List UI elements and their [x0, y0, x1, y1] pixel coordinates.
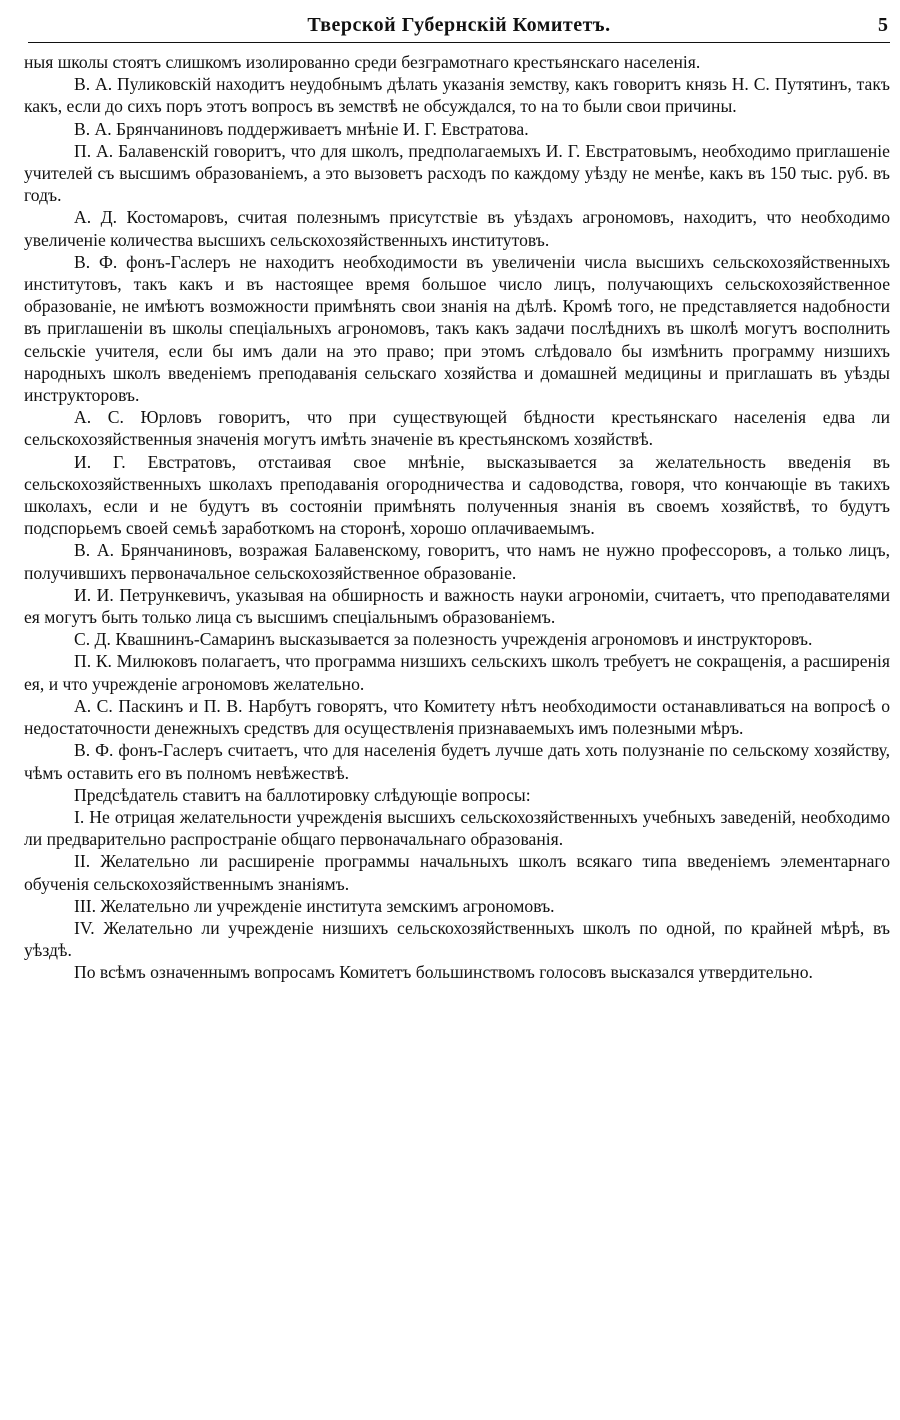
- paragraph: В. А. Брянчаниновъ поддерживаетъ мнѣніе И. Г. Евстратова.: [74, 118, 529, 139]
- ballot-question: III. Желательно ли учрежденіе института земскимъ агрономовъ.: [74, 895, 555, 916]
- paragraph-conclusion: По всѣмъ означеннымъ вопросамъ Комитетъ большинствомъ голосовъ высказался утвердительно.: [74, 962, 813, 983]
- paragraph: В. А. Пуликовскій находитъ неудобнымъ дѣлать указанія земству, какъ говоритъ князь Н. С. Путятинъ, такъ какъ, если до сихъ поръ этотъ вопросъ въ земствѣ не обсуждался, то на то были свои причины.: [24, 74, 890, 117]
- ballot-question: I. Не отрицая желательности учрежденія высшихъ сельскохозяйственныхъ учебныхъ заведеній, необходимо ли предварительно распространіе общаго первоначальнаго образованія.: [24, 806, 890, 850]
- paragraph: И. Г. Евстратовъ, отстаивая свое мнѣніе, высказывается за желательность введенія въ сельскохозяйственныхъ школахъ преподаванія огородничества и садоводства, говоря, что кончающіе въ такихъ школахъ, если и не будутъ въ состояніи примѣнять полученныя знанія въ своемъ хозяйствѣ, то будутъ подспорьемъ своей семьѣ заработкомъ на сторонѣ, хорошо оплачиваемымъ.: [24, 451, 890, 539]
- paragraph: В. А. Брянчаниновъ, возражая Балавенскому, говоритъ, что намъ не нужно профессоровъ, а только лицъ, получившихъ первоначальное сельскохозяйственное образованіе.: [24, 540, 890, 583]
- paragraph: А. С. Паскинъ и П. В. Нарбутъ говорятъ, что Комитету нѣтъ необходимости останавливаться на вопросѣ о недостаточности денежныхъ средствъ для осуществленія признаваемыхъ имъ полезными мѣръ.: [24, 695, 890, 739]
- paragraph: П. А. Балавенскій говоритъ, что для школъ, предполагаемыхъ И. Г. Евстратовымъ, необходимо приглашеніе учителей съ высшимъ образованіемъ, а это вызоветъ расходъ по каждому уѣзду не менѣе, какъ въ 150 тыс. руб. въ годъ.: [24, 140, 890, 206]
- paragraph: П. К. Милюковъ полагаетъ, что программа низшихъ сельскихъ школъ требуетъ не сокращенія, а расширенія ея, и что учрежденіе агрономовъ желательно.: [24, 651, 890, 694]
- document-page: [24, 8, 890, 984]
- paragraph: А. Д. Костомаровъ, считая полезнымъ присутствіе въ уѣздахъ агрономовъ, находитъ, что необходимо увеличеніе количества высшихъ сельскохозяйственныхъ институтовъ.: [24, 207, 890, 250]
- paragraph: В. Ф. фонъ-Гаслеръ считаетъ, что для населенія будетъ лучше дать хоть полузнаніе по сельскому хозяйству, чѣмъ оставить его въ полномъ невѣжествѣ.: [24, 740, 890, 783]
- ballot-question: IV. Желательно ли учрежденіе низшихъ сельскохозяйственныхъ школъ по одной, по крайней мѣрѣ, въ уѣздѣ.: [24, 917, 890, 961]
- paragraph: Предсѣдатель ставитъ на баллотировку слѣдующіе вопросы:: [74, 784, 531, 805]
- paragraph: А. С. Юрловъ говоритъ, что при существующей бѣдности крестьянскаго населенія едва ли сельскохозяйственныя значенія могутъ имѣть значеніе въ крестьянскомъ хозяйствѣ.: [24, 407, 890, 450]
- page-number: 5: [878, 14, 888, 36]
- paragraph: С. Д. Квашнинъ-Самаринъ высказывается за полезность учрежденія агрономовъ и инструкторовъ.: [74, 629, 813, 650]
- ballot-question: II. Желательно ли расширеніе программы начальныхъ школъ всякаго типа введеніемъ элементарнаго обученія сельскохозяйственнымъ знаніямъ.: [24, 851, 890, 894]
- running-title: Тверской Губернскій Комитетъ.: [307, 14, 611, 36]
- paragraph-continuation: ныя школы стоятъ слишкомъ изолированно среди безграмотнаго крестьянскаго населенія.: [24, 52, 701, 72]
- paragraph: И. И. Петрункевичъ, указывая на обширность и важность науки агрономіи, считаетъ, что преподавателями ея могутъ быть только лица съ высшимъ спеціальнымъ образованіемъ.: [24, 584, 890, 628]
- body-text: [24, 51, 890, 984]
- paragraph: В. Ф. фонъ-Гаслеръ не находитъ необходимости въ увеличеніи числа высшихъ сельскохозяйственныхъ институтовъ, такъ какъ и въ настоящее время большое число лицъ, получающихъ сельскохозяйственное образованіе, не имѣютъ возможности примѣнять свои знанія на дѣлѣ. Кромѣ того, не представляется надобности въ приглашеніи въ школы спеціальныхъ агрономовъ, такъ какъ задачи послѣднихъ въ школѣ могутъ восполнить сельскіе учителя, если бы имъ дали на это право; при этомъ слѣдовало бы измѣнить программу низшихъ народныхъ школъ введеніемъ преподаванія сельскаго хозяйства и домашней медицины и приглашать въ уѣзды инструкторовъ.: [24, 251, 890, 406]
- page-header: [28, 8, 890, 43]
